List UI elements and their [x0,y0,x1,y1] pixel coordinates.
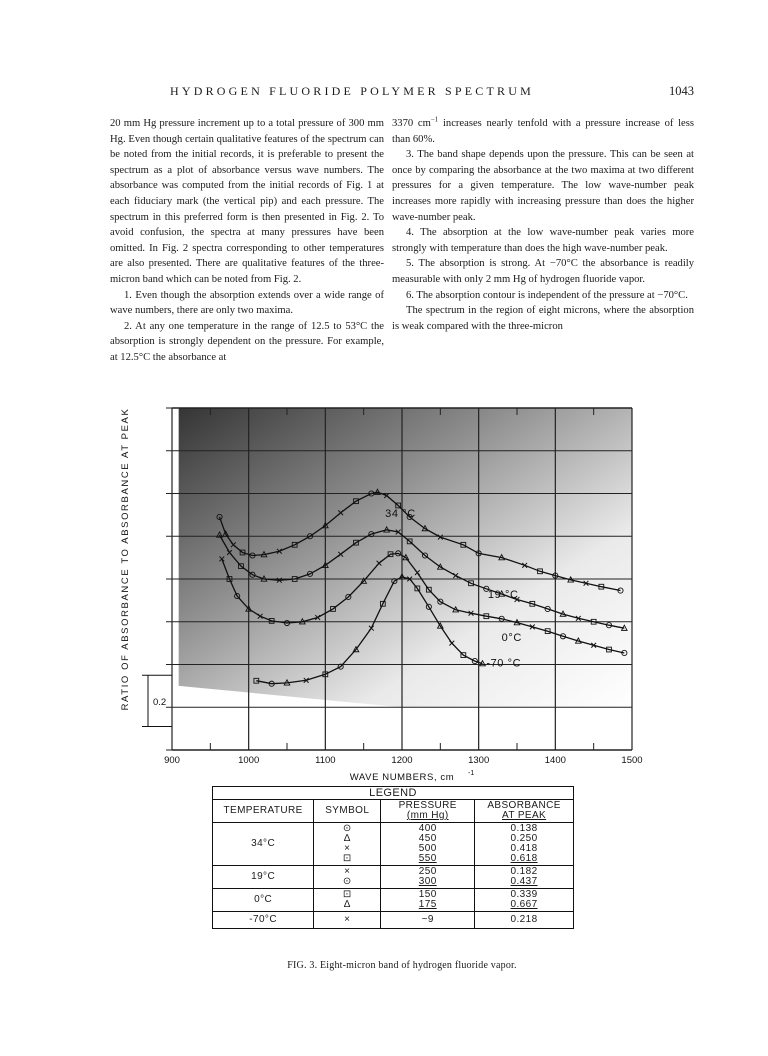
x-tick-label: 1200 [391,755,413,766]
legend-pressure [381,823,475,866]
legend-group [213,889,574,912]
legend-pressure-value: 400 [418,823,437,834]
x-tick-label: 900 [164,755,180,766]
legend-temperature: 34°C [213,823,314,866]
legend-absorbance-value: 0.218 [510,914,538,925]
legend-symbol-value: ∆ [344,833,351,844]
header-symbol: SYMBOL [314,800,381,823]
legend-pressure-value: 175 [418,899,437,910]
series-label: 0°C [501,631,522,644]
legend-pressure [381,866,475,889]
legend-symbol [314,823,381,866]
superscript: −1 [430,115,439,124]
legend-group [213,823,574,866]
paragraph: 3. The band shape depends upon the pressure. This can be seen at once by comparing the absorbance at the two maxima at two different pressures for a given temperature. The low wave-number peak increases more rapidly with increasing pressure than does the higher wave-number peak. [392,149,694,223]
x-tick-label: 1300 [468,755,490,766]
legend-symbol [314,889,381,912]
page-number: 1043 [669,84,694,98]
legend-group [213,912,574,929]
legend-pressure [381,912,475,929]
legend-symbol-value: ⊙ [342,823,352,834]
x-tick-label: 1500 [621,755,643,766]
running-title: HYDROGEN FLUORIDE POLYMER SPECTRUM [170,84,534,98]
legend-pressure-value: 300 [418,876,437,887]
header-absorbance [475,800,574,823]
legend-title: LEGEND [213,787,574,800]
left-column [110,116,384,366]
legend-absorbance-value: 0.182 [510,866,538,877]
legend-symbol-value: ⊙ [342,876,352,887]
text-run: increases nearly tenfold with a pressure increase of less than 60%. [392,118,695,145]
legend-symbol-value: ⊡ [342,889,352,900]
header-absorbance-line: ABSORBANCE [487,800,561,811]
legend-pressure [381,889,475,912]
legend-pressure-value: 550 [418,853,437,864]
header-pressure-unit: (mm Hg) [406,810,449,821]
legend-temperature: -70°C [213,912,314,929]
grid [142,408,632,750]
header-pressure [381,800,475,823]
y-axis-label: RATIO OF ABSORBANCE TO ABSORBANCE AT PEAK [120,407,131,711]
header-absorbance-sub: AT PEAK [502,810,547,821]
legend-symbol-value: × [344,866,351,877]
paragraph: 4. The absorption at the low wave-number peak varies more strongly with temperature than does the high wave-number peak. [392,227,694,254]
legend-absorbance-value: 0.250 [510,833,538,844]
legend-absorbance-value: 0.138 [510,823,538,834]
paragraph: 1. Even though the absorption extends over a wide range of wave numbers, there are only two maxima. [110,289,384,317]
legend-absorbance [475,889,574,912]
legend-pressure-value: 150 [418,889,437,900]
header-pressure-line: PRESSURE [398,800,457,811]
paragraph: 5. The absorption is strong. At −70°C the absorbance is readily measurable with only 2 mm Hg of hydrogen fluoride vapor. [392,258,694,285]
paragraph [392,116,694,147]
header-temperature: TEMPERATURE [213,800,314,823]
legend-temperature: 0°C [213,889,314,912]
x-tick-label: 1400 [544,755,566,766]
legend-symbol [314,912,381,929]
legend-table [212,786,574,929]
scale-bar-label: 0.2 [153,697,167,709]
legend-absorbance-value: 0.339 [510,889,538,900]
paragraph: 2. At any one temperature in the range of 12.5 to 53°C the absorption is strongly dependent on the pressure. For example, at 12.5°C the absorbance at [110,320,384,363]
legend-symbol-value: × [344,914,351,925]
right-column [392,116,694,334]
legend-pressure-value: ~9 [421,914,434,925]
legend-symbol-value: × [344,843,351,854]
spectrum-chart [100,400,680,783]
series-label: 19 °C [487,589,519,602]
x-tick-label: 1000 [238,755,260,766]
legend-group [213,866,574,889]
paragraph: 6. The absorption contour is independent of the pressure at −70°C. [406,289,688,301]
legend-symbol-value: ∆ [344,899,351,910]
legend-pressure-value: 450 [418,833,437,844]
text-run: 3370 cm [392,118,431,129]
legend-pressure-value: 250 [418,866,437,877]
legend-absorbance-value: 0.618 [510,853,538,864]
legend-absorbance [475,912,574,929]
legend-absorbance-value: 0.418 [510,843,538,854]
legend-pressure-value: 500 [418,843,437,854]
series-label: 34 °C [385,508,416,521]
paragraph: The spectrum in the region of eight microns, where the absorption is weak compared with the three-micron [392,305,694,332]
legend-symbol-value: ⊡ [342,853,352,864]
page-header [110,84,694,104]
legend-temperature: 19°C [213,866,314,889]
legend-absorbance-value: 0.437 [510,876,538,887]
figure-caption: FIG. 3. Eight-micron band of hydrogen fluoride vapor. [287,960,517,971]
legend-symbol [314,866,381,889]
series-label: -70 °C [486,657,522,670]
paragraph: 20 mm Hg pressure increment up to a total pressure of 300 mm Hg. Even though certain qualitative features of the spectrum can be noted from the initial records, it is preferable to present the spectrum as a plot of absorbance versus wave numbers. The absorbance was computed from the initial records of Fig. 1 at each fiduciary mark (the vertical pip) and each pressure. The spectrum in this preferred form is then presented in Fig. 2. To avoid confusion, the spectra at many pressures have been omitted. In Fig. 2 spectra corresponding to other temperatures are also presented. There are qualitative features of the three-micron band which can be noted from Fig. 2. [110,118,384,285]
legend-absorbance [475,866,574,889]
legend-absorbance-value: 0.667 [510,899,538,910]
x-axis-label-superscript: -1 [468,770,475,777]
x-axis-label: WAVE NUMBERS, cm [349,772,455,783]
legend-absorbance [475,823,574,866]
x-tick-label: 1100 [315,755,336,766]
